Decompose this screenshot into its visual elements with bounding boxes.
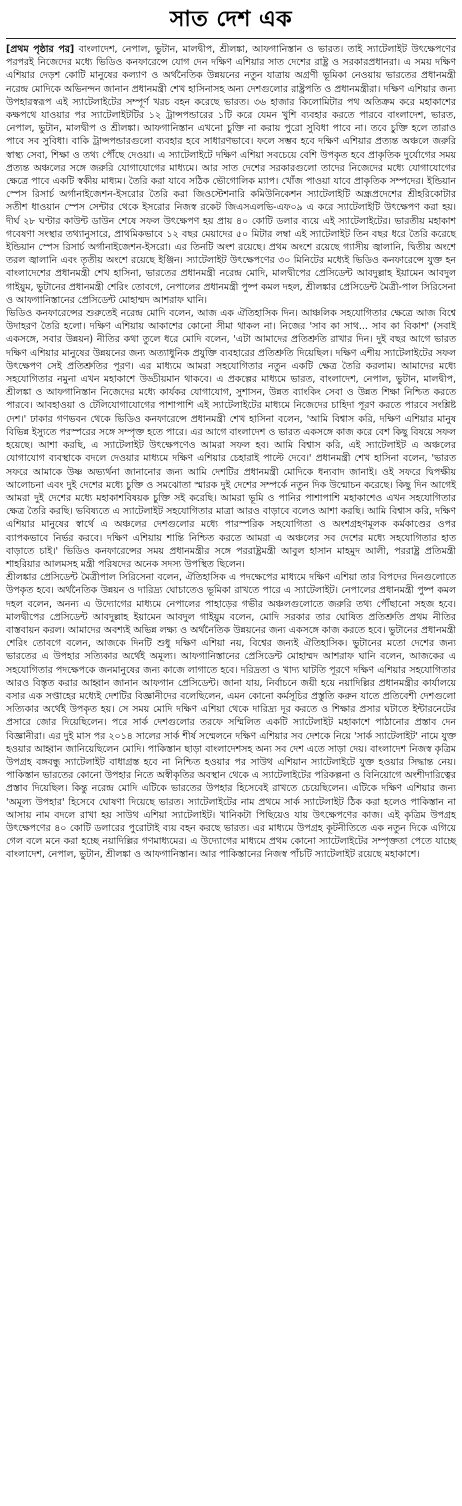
paragraph-text: ভিডিও কনফারেন্সের শুরুতেই নরেন্দ্র মোদি বলেন, আজ এক ঐতিহাসিক দিন। আঞ্চলিক সহযোগিতার ক্ষেত্রে আজ বিশ্বে উদাহরণ তৈরি হলো। দক্ষিণ এশিয়ায় আকাশের কোনো সীমা থাকল না। নিজের 'সাব কা সাথ... সাব কা বিকাশ' (সবাই একসঙ্গে, সবার উন্নয়ন) নীতির কথা তুলে ধরে মোদি বলেন, 'এটা আমাদের প্রতিশ্রুতি রাখার দিন। দুই বছর আগে ভারত দক্ষিণ এশিয়ার মানুষের উন্নয়নের জন্য অত্যাধুনিক প্রযুক্তি ব্যবহারের প্রতিশ্রুতি দিয়েছিল। দক্ষিণ এশীয় স্যাটেলাইটের সফল উৎক্ষেপণ সেই প্রতিশ্রুতির পূরণ। এর মাধ্যমে আমরা সহযোগিতার নতুন একটি ক্ষেত্র তৈরি করলাম। আমাদের মধ্যে সহযোগিতার নমুনা এখন মহাকাশে উড্ডীয়মান থাকবে। এ প্রকল্পের মাধ্যমে ভারত, বাংলাদেশ, নেপাল, ভুটান, মালদ্বীপ, শ্রীলঙ্কা ও আফগানিস্তান নিজেদের মধ্যে কার্যকর যোগাযোগ, সুশাসন, উন্নত ব্যাংকিং সেবা ও উন্নত শিক্ষা নিশ্চিত করতে পারবে। আবহাওয়া ও টেলিযোগাযোগের পাশাপাশি এই স্যাটেলাইটের মাধ্যমে নিজেদের চাহিদা পূরণ করতে পারবে সংশ্লিষ্ট দেশ।' ঢাকার গণভবন থেকে ভিডিও কনফারেন্সে প্রধানমন্ত্রী শেখ হাসিনা বলেন, 'আমি বিশ্বাস করি, দক্ষিণ এশিয়ার মানুষ বিভিন্ন ইস্যুতে পরস্পরের সঙ্গে সম্পৃক্ত হতে পারে। এর আগে বাংলাদেশ ও ভারত একসঙ্গে কাজ করে বেশ কিছু বিষয়ে সফল হয়েছে। আশা করছি, এ স্যাটেলাইট উৎক্ষেপণেও আমরা সফল হব। আমি বিশ্বাস করি, এই স্যাটেলাইট এ অঞ্চলের যোগাযোগ ব্যবস্থাকে বদলে দেওয়ার মাধ্যমে দক্ষিণ এশিয়ার চেহারাই পাল্টে দেবে।' প্রধানমন্ত্রী শেখ হাসিনা বলেন, 'ভারত সফরে আমাকে উষ্ণ অভ্যর্থনা জানানোর জন্য আমি দেশটির প্রধানমন্ত্রী মোদিকে ধন্যবাদ জানাই। ওই সফরে দ্বিপক্ষীয় আলোচনা এবং দুই দেশের মধ্যে চুক্তি ও সমঝোতা স্মারক দুই দেশের সম্পর্কে নতুন দিক উন্মোচন করেছে। কিছু দিন আগেই আমরা দুই দেশের মধ্যে মহাকাশবিষয়ক চুক্তি সই করেছি। আমরা ভূমি ও পানির পাশাপাশি মহাকাশেও এখন সহযোগিতার ক্ষেত্র তৈরি করছি। ভবিষ্যতে এ স্যাটেলাইট সহযোগিতার মাত্রা আরও বাড়াবে বলেও আশা করছি। আমি বিশ্বাস করি, দক্ষিণ এশিয়ার মানুষের স্বার্থে এ অঞ্চলের দেশগুলোর মধ্যে পারস্পরিক সহযোগিতা ও অংশগ্রহণমূলক কর্মকাণ্ডের ওপর ব্যাপকভাবে নির্ভর করবে। দক্ষিণ এশিয়ায় শান্তি নিশ্চিত করতে আমরা এ অঞ্চলের সব দেশের মধ্যে সহযোগিতার হাত বাড়াতে চাই।' ভিডিও কনফারেন্সের সময় প্রধানমন্ত্রীর সঙ্গে পররাষ্ট্রমন্ত্রী আবুল হাসান মাহমুদ আলী, পররাষ্ট্র প্রতিমন্ত্রী শাহরিয়ার আলমসহ মন্ত্রী পরিষদের অনেক সদস্য উপস্থিত ছিলেন। [6, 308, 456, 570]
headline-divider [6, 38, 456, 39]
article-paragraph [6, 43, 456, 307]
article-paragraph [6, 571, 456, 861]
paragraph-text: বাংলাদেশ, নেপাল, ভুটান, মালদ্বীপ, শ্রীলঙ্কা, আফগানিস্তান ও ভারত। তাই স্যাটেলাইট উৎক্ষেপণের পরপরই নিজেদের মধ্যে ভিডিও কনফারেন্সে যোগ দেন দক্ষিণ এশিয়ার সাত দেশের রাষ্ট্র ও সরকারপ্রধানরা। এ সময় দক্ষিণ এশিয়ার দেড়শ কোটি মানুষের কল্যাণ ও অর্থনৈতিক উন্নয়নের নতুন যাত্রায় অগ্রণী ভূমিকা নেওয়ায় ভারতের প্রধানমন্ত্রী নরেন্দ্র মোদিকে অভিনন্দন জানান প্রধানমন্ত্রী শেখ হাসিনাসহ অন্য দেশগুলোর রাষ্ট্রপতি ও প্রধানমন্ত্রীরা। দক্ষিণ এশিয়ার জন্য উপহারস্বরূপ এই স্যাটেলাইটের সম্পূর্ণ খরচ বহন করেছে ভারত। ৩৬ হাজার কিলোমিটার পথ অতিক্রম করে মহাকাশের কক্ষপথে যাওয়ার পর স্যাটেলাইটটির ১২ ট্রান্সপন্ডারের ১টি করে যেমন খুশি ব্যবহার করতে পারবে বাংলাদেশ, ভারত, নেপাল, ভুটান, মালদ্বীপ ও শ্রীলঙ্কা। আফগানিস্তান এখনো চুক্তি না করায় পুরো সুবিধা পাবে না। তবে চুক্তি হলে তারাও পাবে সব সুবিধা। বাকি ট্রান্সপন্ডারগুলো ব্যবহার হবে সাধারণভাবে। ফলে সম্ভব হবে দক্ষিণ এশিয়ার প্রত্যন্ত অঞ্চলে জরুরি স্বাস্থ্য সেবা, শিক্ষা ও তথ্য পৌঁছে দেওয়া। এ স্যাটেলাইটে দক্ষিণ এশিয়া সবচেয়ে বেশি উপকৃত হবে প্রাকৃতিক দুর্যোগের সময় প্রত্যন্ত অঞ্চলের সঙ্গে জরুরি যোগাযোগের মাধ্যমে। আর সাত দেশের সরকারগুলো তাদের নিজেদের মধ্যে যোগাযোগের ক্ষেত্রে পাবে একটি স্বকীয় মাধ্যম। তৈরি করা যাবে সঠিক ভৌগোলিক ম্যাপ। খোঁজ পাওয়া যাবে প্রাকৃতিক সম্পদের। ইন্ডিয়ান স্পেস রিসার্চ অর্গানাইজেশন-ইসরোর তৈরি করা জিওস্টেশনারি কমিউনিকেশন স্যাটেলাইটি অন্ধ্রপ্রদেশের শ্রীহরিকোটার সতীশ ধাওয়ান স্পেস সেন্টার থেকে ইসরোর নিজস্ব রকেট জিএসএলভি-এফ০৯ এ করে স্যাটেলাইটি উৎক্ষেপণ করা হয়। দীর্ঘ ২৮ ঘণ্টার কাউন্ট ডাউন শেষে সফল উৎক্ষেপণ হয় প্রায় ৪০ কোটি ডলার ব্যয়ে এই স্যাটেলাইটের। ভারতীয় মহাকাশ গবেষণা সংস্থার তথ্যানুসারে, প্রাথমিকভাবে ১২ বছর মেয়াদের ৫০ মিটার লম্বা এই স্যাটেলাইট তিন বছর ধরে তৈরি করেছে ইন্ডিয়ান স্পেস রিসার্চ অর্গানাইজেশন-ইসরো। এর তিনটি অংশ রয়েছে। প্রথম অংশে রয়েছে গ্যাসীয় জ্বালানি, দ্বিতীয় অংশে তরল জ্বালানি এবং তৃতীয় অংশে রয়েছে ইঞ্জিন। স্যাটেলাইট উৎক্ষেপণের ৩০ মিনিটের মধ্যেই ভিডিও কনফারেন্সে যুক্ত হন বাংলাদেশের প্রধানমন্ত্রী শেখ হাসিনা, ভারতের প্রধানমন্ত্রী নরেন্দ্র মোদি, মালদ্বীপের প্রেসিডেন্ট আবদুল্লাহ ইয়ামেন আবদুল গাইয়ুম, ভুটানের প্রধানমন্ত্রী শেরিং তোবগে, নেপালের প্রধানমন্ত্রী পুষ্প কমল দহল, শ্রীলঙ্কার প্রেসিডেন্ট মৈত্রী-পাল সিরিসেনা ও আফগানিস্তানের প্রেসিডেন্ট মোহাম্মদ আশরাফ ঘানি। [6, 44, 456, 306]
article-body [6, 43, 456, 862]
article-headline: সাত দেশ এক [169, 6, 293, 32]
headline-container [6, 4, 456, 38]
paragraph-text: শ্রীলঙ্কার প্রেসিডেন্ট মৈত্রীপাল সিরিসেনা বলেন, ঐতিহাসিক এ পদক্ষেপের মাধ্যমে দক্ষিণ এশিয়া তার বিপদের দিনগুলোতে উপকৃত হবে। অর্থনৈতিক উন্নয়ন ও দারিদ্র্য ঘোচাতেও ভূমিকা রাখতে পারে এ স্যাটেলাইট। নেপালের প্রধানমন্ত্রী পুষ্প কমল দহল বলেন, অনন্য এ উদ্যোগের মাধ্যমে নেপালের পাহাড়ের গভীর অঞ্চলগুলোতে জরুরি তথ্য পৌঁছানো সহজ হবে। মালদ্বীপের প্রেসিডেন্ট আবদুল্লাহ ইয়ামেন আবদুল গাইয়ুম বলেন, মোদি সরকার তার ঘোষিত প্রতিশ্রুতি প্রথম নীতির বাস্তবায়ন করল। আমাদের অবশ্যই অভিন্ন লক্ষ্য ও অর্থনৈতিক উন্নয়নের জন্য একসঙ্গে কাজ করতে হবে। ভুটানের প্রধানমন্ত্রী শেরিং তোবগে বলেন, আজকে দিনটি শুধু দক্ষিণ এশিয়া নয়, বিশ্বের জন্যই ঐতিহাসিক। ভুটানের মতো দেশের জন্য ভারতের এ উপহার সত্যিকার অর্থেই অমূল্য। আফগানিস্তানের প্রেসিডেন্ট মোহাম্মদ আশরাফ ঘানি বলেন, আজকের এ সহযোগিতার পদক্ষেপকে জনমানুষের জন্য কাজে লাগাতে হবে। দরিদ্রতা ও খাদ্য ঘাটতি পূরণে দক্ষিণ এশিয়ার সহযোগিতার আরও বিস্তৃত করার আহ্বান জানান আফগান প্রেসিডেন্ট। জানা যায়, নির্বাচনে জয়ী হয়ে নয়াদিল্লির প্রধানমন্ত্রীর কার্যালয়ে বসার এক সপ্তাহের মধ্যেই দেশটির বিজ্ঞানীদের বলেছিলেন, এমন কোনো কর্মসূচির প্রস্তুতি করুন যাতে প্রতিবেশী দেশগুলো সত্যিকার অর্থেই উপকৃত হয়। সে সময় মোদি দক্ষিণ এশিয়া থেকে দারিদ্র্য দূর করতে ও শিক্ষার প্রসার ঘটাতে ইন্টারনেটের প্রসারে জোর দিয়েছিলেন। পরে সার্ক দেশগুলোর তরফে সম্মিলিত একটি স্যাটেলাইট মহাকাশে পাঠানোর প্রস্তাব দেন বিজ্ঞানীরা। এর দুই মাস পর ২০১৪ সালের সার্ক শীর্ষ সম্মেলনে দক্ষিণ এশিয়ার সব দেশকে নিয়ে 'সার্ক স্যাটেলাইট' নামে যুক্ত হওয়ার আহ্বান জানিয়েছিলেন মোদি। পাকিস্তান ছাড়া বাংলাদেশসহ অন্য সব দেশ এতে সাড়া দেয়। বাংলাদেশ নিজস্ব কৃত্রিম উপগ্রহ বঙ্গবন্ধু স্যাটেলাইট বাধাগ্রস্ত হবে না নিশ্চিত হওয়ার পর সাউথ এশিয়ান স্যাটেলাইটে যুক্ত হওয়ার সিদ্ধান্ত নেয়। পাকিস্তান ভারতের কোনো উপহার নিতে অস্বীকৃতির অবস্থান থেকে এ স্যাটেলাইটের পরিকল্পনা ও বিনিয়োগে অংশীদারিত্বের প্রস্তাব দিয়েছিল। কিন্তু নরেন্দ্র মোদি এটিকে ভারতের উপহার হিসেবেই রাখতে চেয়েছিলেন। এটিকে দক্ষিণ এশিয়ার জন্য 'অমূল্য উপহার' হিসেবে ঘোষণা দিয়েছে ভারত। স্যাটেলাইটের নাম প্রথমে সার্ক স্যাটেলাইট ঠিক করা হলেও পাকিস্তান না আসায় নাম বদলে রাখা হয় সাউথ এশিয়া স্যাটেলাইট। খানিকটা পিছিয়েও যায় উৎক্ষেপণের কাজ। এই কৃত্রিম উপগ্রহ উৎক্ষেপণের ৪০ কোটি ডলারের পুরোটাই ব্যয় বহন করছে ভারত। এর মাধ্যমে উপগ্রহ কূটনীতিতে এক নতুন দিকে এগিয়ে গেল বলে মনে করা হচ্ছে নয়াদিল্লির গণমাধ্যমের। এ উদ্যোগের মাধ্যমে প্রথম কোনো স্যাটেলাইটের সম্পৃক্ততা পেতে যাচ্ছে বাংলাদেশ, নেপাল, ভুটান, শ্রীলঙ্কা ও আফগানিস্তান। আর পাকিস্তানের নিজস্ব পাঁচটি স্যাটেলাইট রয়েছে মহাকাশে। [6, 572, 456, 861]
article-paragraph [6, 307, 456, 571]
jump-label: [প্রথম পৃষ্ঠার পর] [6, 44, 75, 55]
